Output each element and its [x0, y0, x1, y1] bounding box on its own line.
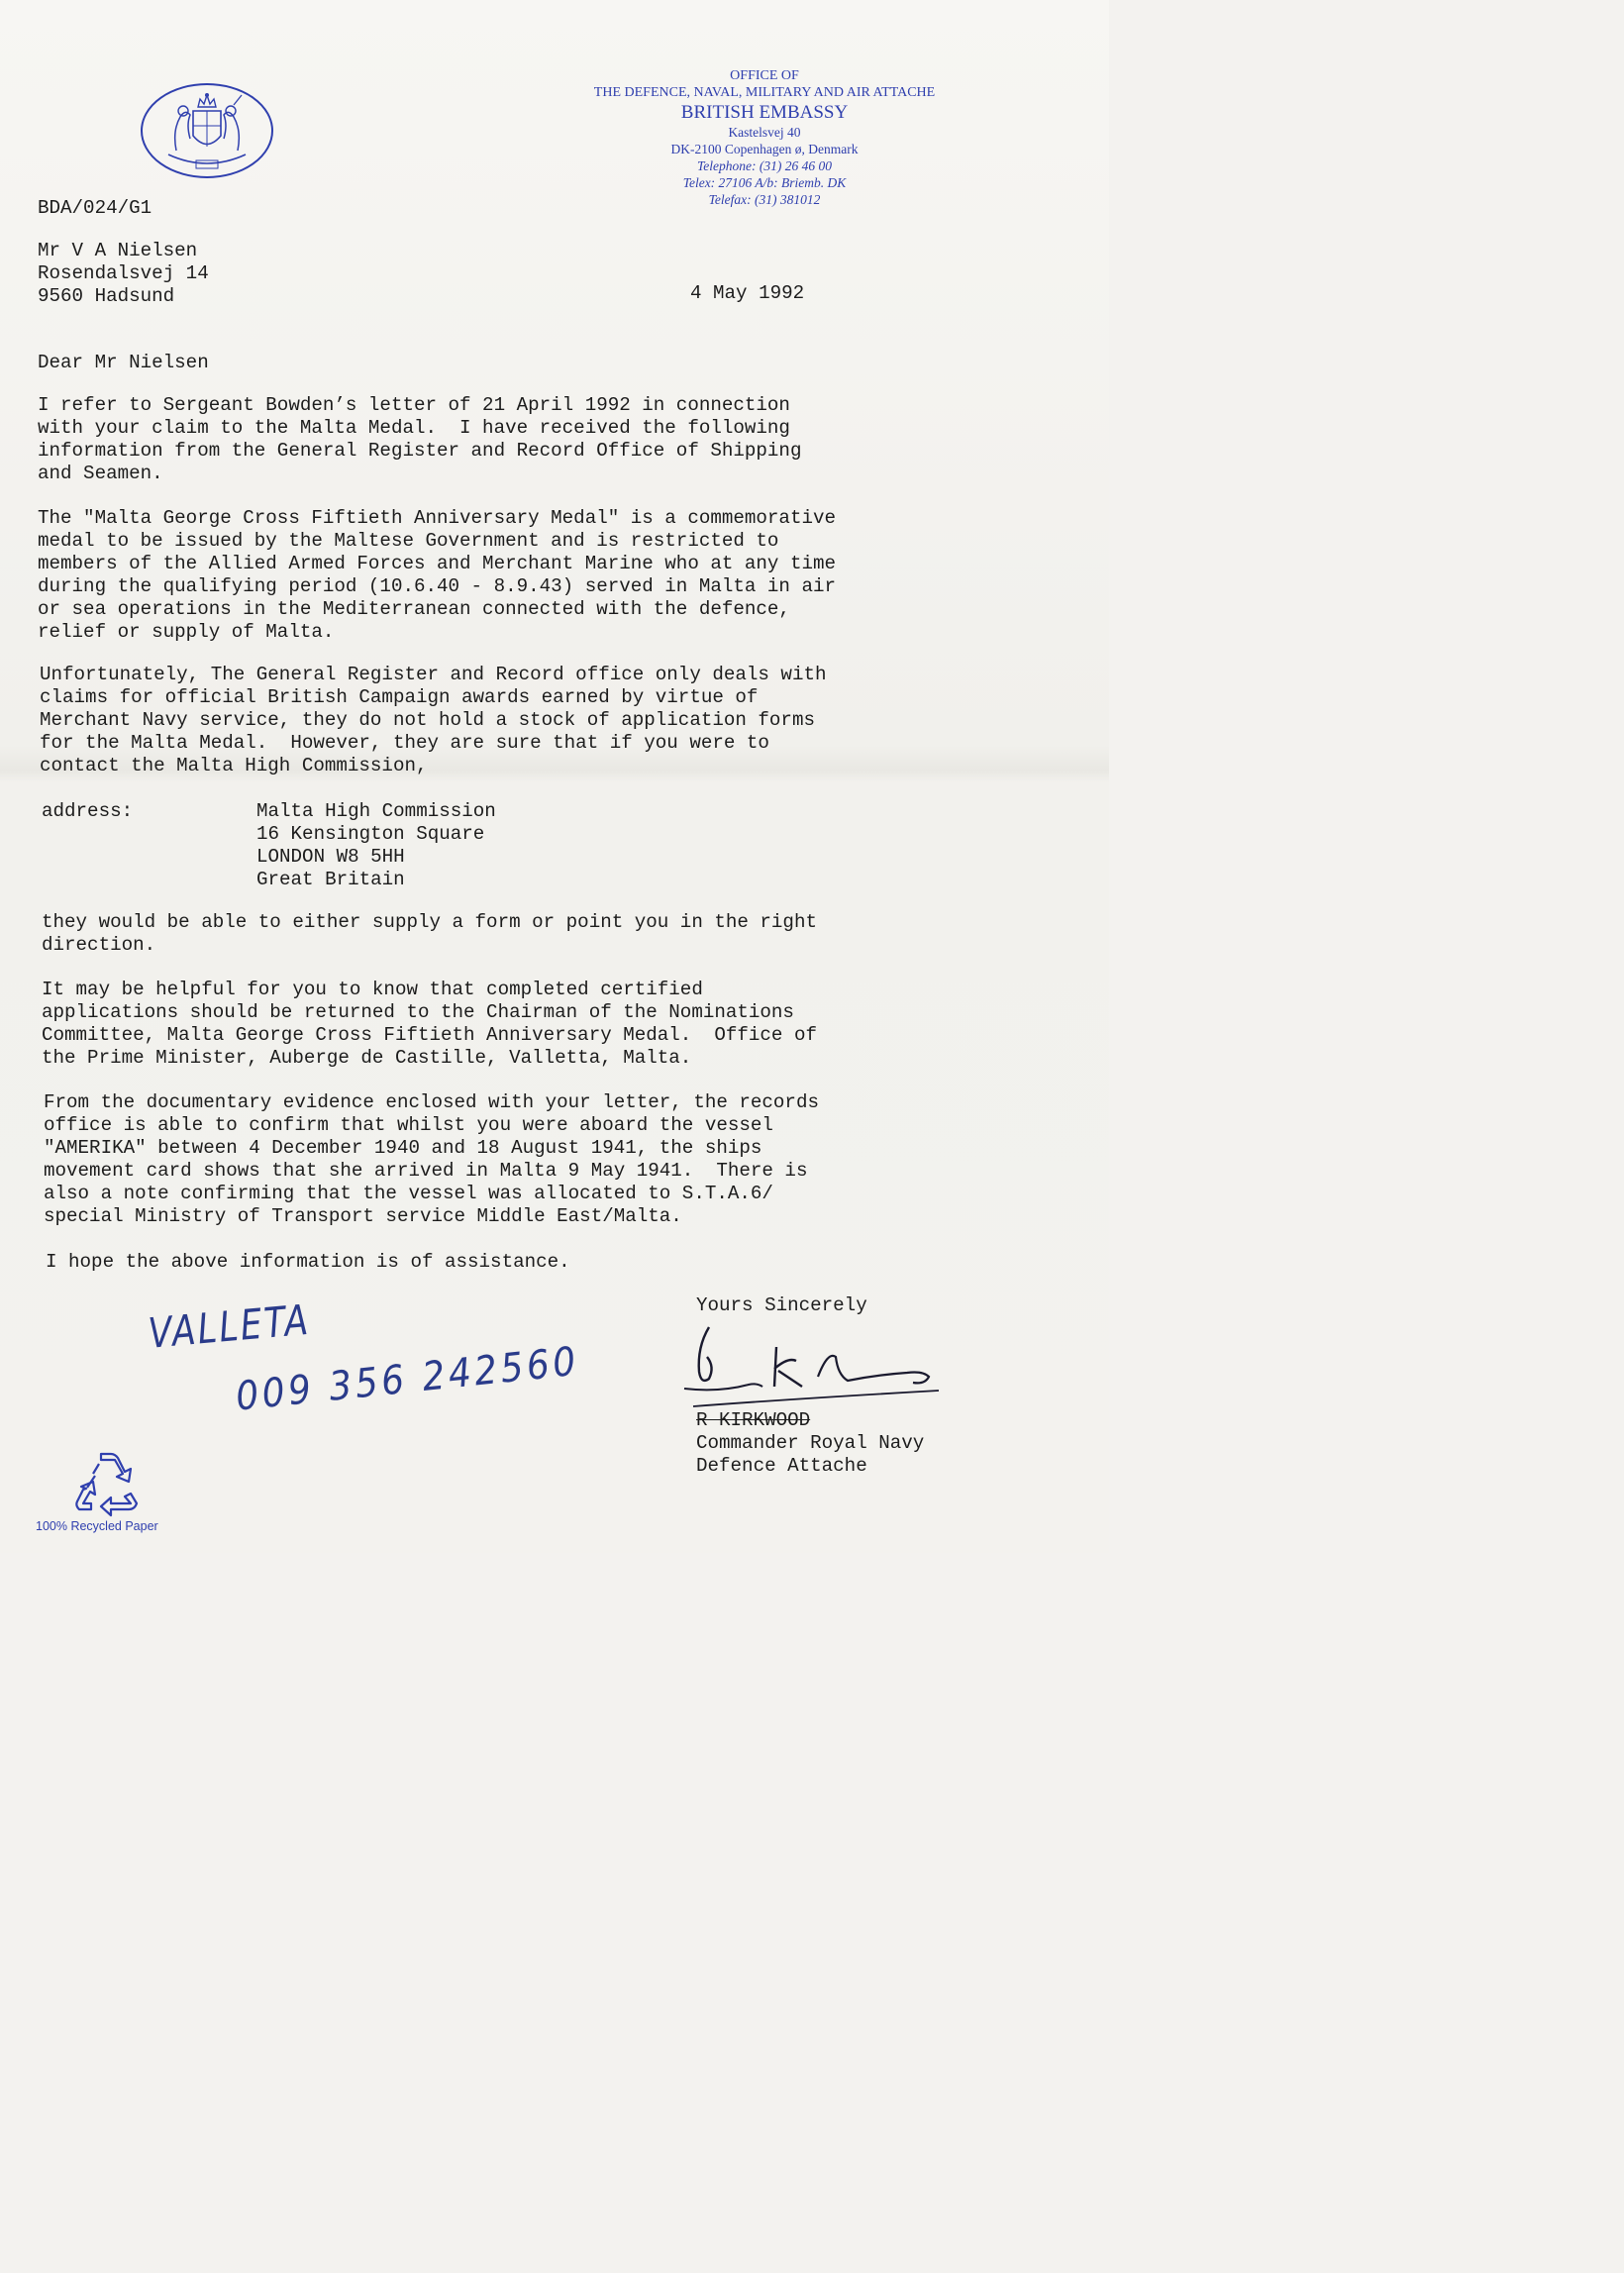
- royal-coat-of-arms-icon: [139, 81, 275, 180]
- letterhead-city: DK-2100 Copenhagen ø, Denmark: [670, 142, 859, 156]
- paragraph-7: I hope the above information is of assistance.: [46, 1251, 570, 1273]
- letterhead-attache: THE DEFENCE, NAVAL, MILITARY AND AIR ATTACHE: [593, 85, 936, 100]
- paragraph-4: they would be able to either supply a form or point you in the right direction.: [42, 911, 817, 956]
- signatory-title: Defence Attache: [696, 1455, 867, 1477]
- handwritten-phone-note: 009 356 242560: [234, 1338, 582, 1420]
- recipient-city: 9560 Hadsund: [38, 285, 175, 307]
- paragraph-2: The "Malta George Cross Fiftieth Anniversary Medal" is a commemorative medal to be issued by the Maltese Government and is restricted to members of the Allied Armed Forces and Merchant Marine who at any time during the qualifying period (10.6.40 - 8.9.43) served in Malta in air or sea operations in the Mediterranean connected with the defence, relief or supply of Malta.: [38, 507, 837, 643]
- signatory-rank: Commander Royal Navy: [696, 1432, 925, 1454]
- paragraph-5: It may be helpful for you to know that completed certified applications should be returned to the Chairman of the Nominations Committee, Malta George Cross Fiftieth Anniversary Medal. Office of the Prime Minister, Auberge de Castille, Valletta, Malta.: [42, 979, 817, 1069]
- letterhead-telex: Telex: 27106 A/b: Briemb. DK: [682, 175, 847, 190]
- letter-date: 4 May 1992: [690, 282, 805, 304]
- handwritten-place-note: VALLETA: [147, 1294, 313, 1358]
- address-line-3: LONDON W8 5HH: [256, 846, 405, 868]
- salutation: Dear Mr Nielsen: [38, 352, 209, 373]
- signatory-block: [696, 1409, 924, 1478]
- letterhead-telefax: Telefax: (31) 381012: [708, 192, 821, 207]
- recipient-address: [38, 240, 209, 308]
- letter-page: [0, 0, 1109, 1553]
- address-line-4: Great Britain: [256, 869, 405, 890]
- closing: Yours Sincerely: [696, 1294, 867, 1316]
- recipient-name: Mr V A Nielsen: [38, 240, 198, 261]
- signatory-name: R KIRKWOOD: [696, 1409, 811, 1431]
- recipient-street: Rosendalsvej 14: [38, 262, 209, 284]
- paragraph-6: From the documentary evidence enclosed with your letter, the records office is able to confirm that whilst you were aboard the vessel "AMERIKA" between 4 December 1940 and 18 August 1941, the ships movement card shows that she arrived in Malta 9 May 1941. There is also a note confirming that the vessel was allocated to S.T.A.6/ special Ministry of Transport service Middle East/Malta.: [44, 1091, 819, 1227]
- reference-number: BDA/024/G1: [38, 197, 152, 219]
- letterhead-office-of: OFFICE OF: [730, 68, 799, 83]
- letterhead-embassy: BRITISH EMBASSY: [680, 102, 849, 123]
- letterhead: [555, 68, 974, 208]
- letterhead-street: Kastelsvej 40: [728, 125, 801, 140]
- paragraph-1: I refer to Sergeant Bowden’s letter of 21 April 1992 in connection with your claim to the Malta Medal. I have received the following information from the General Register and Record Office of Shipping and Seamen.: [38, 394, 802, 484]
- recycle-icon: [73, 1452, 143, 1517]
- commission-address: [256, 800, 496, 891]
- paragraph-3: Unfortunately, The General Register and Record office only deals with claims for official British Campaign awards earned by virtue of Merchant Navy service, they do not hold a stock of application forms for the Malta Medal. However, they are sure that if you were to contact the Malta High Commission,: [40, 664, 827, 776]
- address-line-2: 16 Kensington Square: [256, 823, 485, 845]
- letterhead-telephone: Telephone: (31) 26 46 00: [697, 158, 832, 173]
- recycled-paper-label: 100% Recycled Paper: [36, 1519, 158, 1533]
- handwritten-signature: [679, 1317, 947, 1416]
- address-line-1: Malta High Commission: [256, 800, 496, 822]
- address-label: address:: [42, 800, 134, 822]
